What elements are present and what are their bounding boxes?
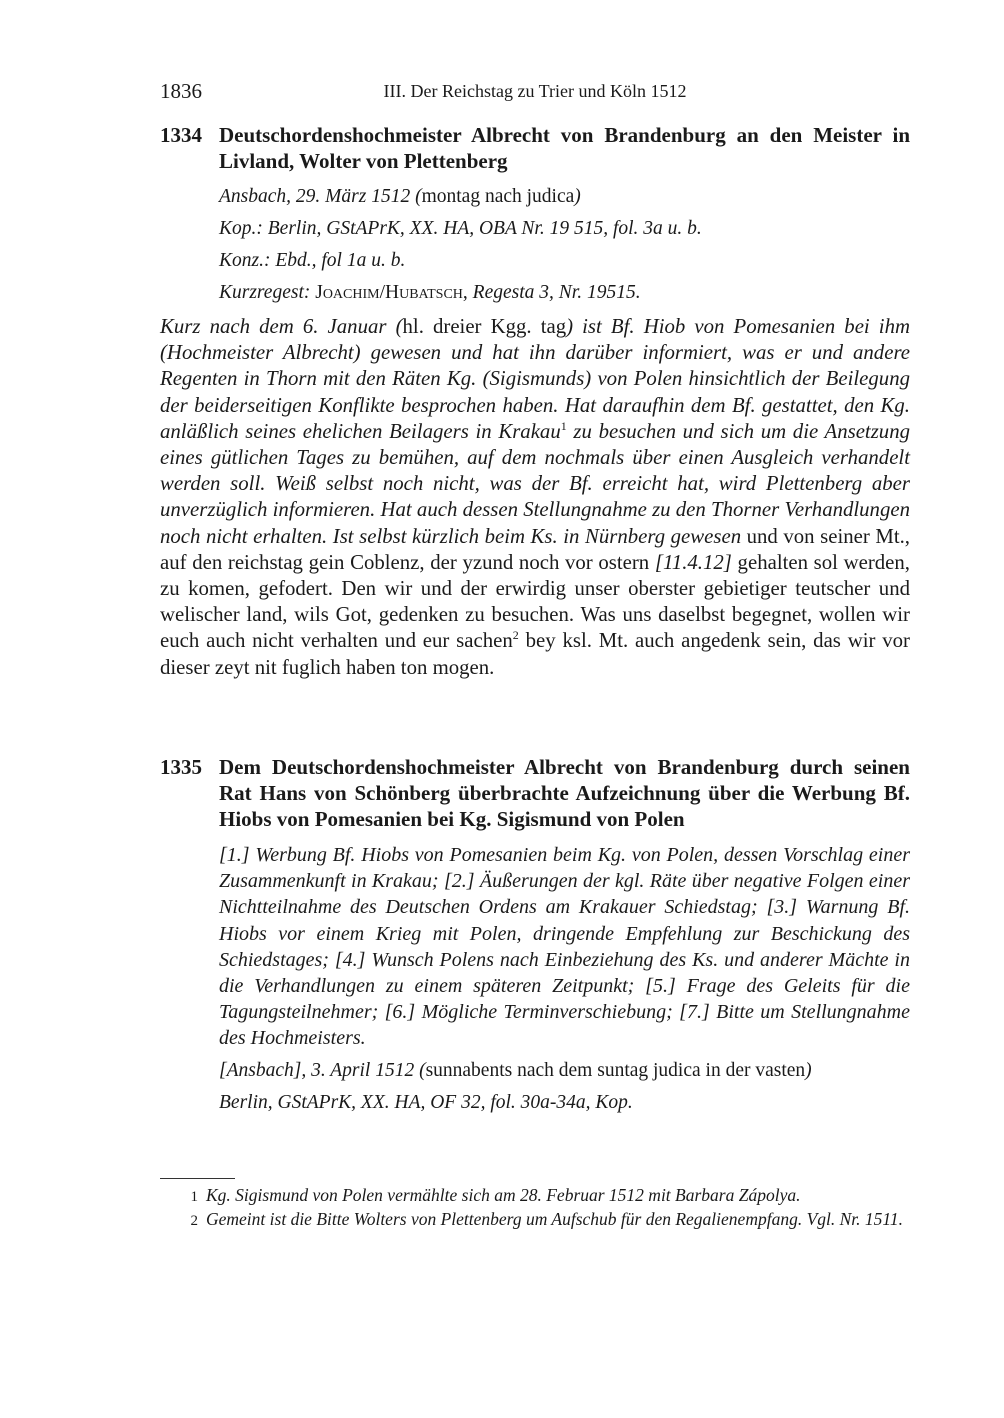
footnote-text: Kg. Sigismund von Polen vermählte sich am 28. Februar 1512 mit Barbara Zápolya. [206,1185,801,1205]
date-close: ) [574,186,581,207]
date-place: [Ansbach], 3. April 1512 ( [219,1059,426,1081]
kurzregest-label: Kurzregest: [219,282,311,303]
entry-body [160,314,910,681]
page-number: 1836 [160,79,202,103]
footnote-divider [160,1178,235,1179]
footnote-ref[interactable]: 2 [512,628,519,643]
entry-1335 [160,754,910,1122]
entry-heading [160,122,910,174]
footnote-mark: 2 [190,1213,198,1229]
copy-source: Kop.: Berlin, GStAPrK, XX. HA, OBA Nr. 19 515, fol. 3a u. b. [219,218,702,239]
footnote-1 [160,1184,910,1208]
archive-source: Berlin, GStAPrK, XX. HA, OF 32, fol. 30a-34a, Kop. [219,1091,633,1113]
entry-number: 1335 [160,755,202,779]
body-quote: hl. dreier Kgg. tag [402,315,567,338]
entry-title: Deutschordenshochmeister Albrecht von Brandenburg an den Meister in Livland, Wolter von Plettenberg [219,123,910,173]
running-title: III. Der Reichstag zu Trier und Köln 1512 [383,81,687,101]
body-segment: ) ist Bf. Hiob von Pomesanien bei ihm (Hochmeister Albrecht) gewesen und hat ihn darüber informiert, was er und andere Regenten in Thorn mit den Räten Kg. (Sigismunds) von Polen hinsichtlich der Beilegung der beiderseitigen Konflikte besprochen haben. Hat daraufhin dem Bf. gestattet, den Kg. anläßlich seines ehelichen Beilagers in Krakau [160,315,910,443]
entry-summary: [1.] Werbung Bf. Hiobs von Pomesanien beim Kg. von Polen, dessen Vorschlag einer Zusammenkunft in Krakau; [2.] Äußerungen der kgl. Räte über negative Folgen einer Nichtteilnahme des Deutschen Ordens am Krakauer Schiedstag; [3.] Warnung Bf. Hiobs vor einem Krieg mit Polen, dringende Empfehlung zur Beschickung des Schiedstages; [4.] Wunsch Polens nach Einbeziehung des Ks. und anderer Mächte in die Verhandlungen zu einem späteren Zeitpunkt; [5.] Frage des Geleits für die Tagungsteilnehmer; [6.] Mögliche Terminverschiebung; [7.] Bitte um Stellungnahme des Hochmeisters. [219,844,910,1050]
entry-heading [160,754,910,832]
footnote-mark: 1 [190,1189,198,1205]
kurzregest-ref: Regesta 3, Nr. 19515. [472,282,641,303]
body-quote: und von seiner Mt., auf den reichstag gein Coblenz, der yzund noch vor ostern [160,524,910,574]
date-feast: sunnabents nach dem suntag judica in der vasten [425,1059,806,1081]
entry-title: Dem Deutschordenshochmeister Albrecht von Brandenburg durch seinen Rat Hans von Schönberg überbrachte Aufzeichnung über die Werbung Bf. Hiobs von Pomesanien bei Kg. Sigismund von Polen [219,755,910,831]
body-segment: Kurz nach dem 6. Januar ( [160,315,403,338]
footnote-text: Gemeint ist die Bitte Wolters von Plettenberg um Aufschub für den Regalienempfang. Vgl. Nr. 1511. [206,1209,903,1229]
page-header [160,79,910,109]
footnote-ref[interactable]: 1 [560,418,567,433]
entry-number: 1334 [160,123,202,147]
body-segment: zu besuchen und sich um die Ansetzung eines gütlichen Tages zu bemühen, auf dem nochmals über einen Ausgleich verhandelt werden soll. Weiß selbst noch nicht, was der Bf. erreicht hat, wird Plettenberg aber unverzüglich informieren. Hat auch dessen Stellungnahme zu den Thorner Verhandlungen noch nicht erhalten. Ist selbst kürzlich beim Ks. in Nürnberg gewesen [160,419,911,548]
footnotes [160,1184,910,1232]
date-line [219,1058,910,1084]
entry-1334 [160,122,910,681]
draft-source: Konz.: Ebd., fol 1a u. b. [219,250,406,271]
date-close: ) [805,1059,812,1081]
entry-metadata [219,184,910,306]
body-quote: bey ksl. Mt. auch angedenk sein, das wir vor dieser zeyt nit fuglich haben ton mogen. [160,629,910,679]
date-place: Ansbach, 29. März 1512 ( [219,186,422,207]
body-quote: gehalten sol werden, zu komen, gefodert. Den wir und der erwirdig unser oberster gebietiger teutscher und welischer land, wils Got, gedenken zu besuchen. Was uns daselbst begegnet, wollen wir euch auch nicht verhalten und eur sachen [160,550,910,653]
summary-reference [219,280,910,306]
footnote-2 [160,1208,910,1232]
date-line [219,184,910,210]
kurzregest-authors: Joachim/Hubatsch, [315,282,468,303]
date-feast: montag nach judica [421,186,575,207]
body-date-note: [11.4.12] [654,550,732,574]
entry-metadata [219,842,910,1116]
